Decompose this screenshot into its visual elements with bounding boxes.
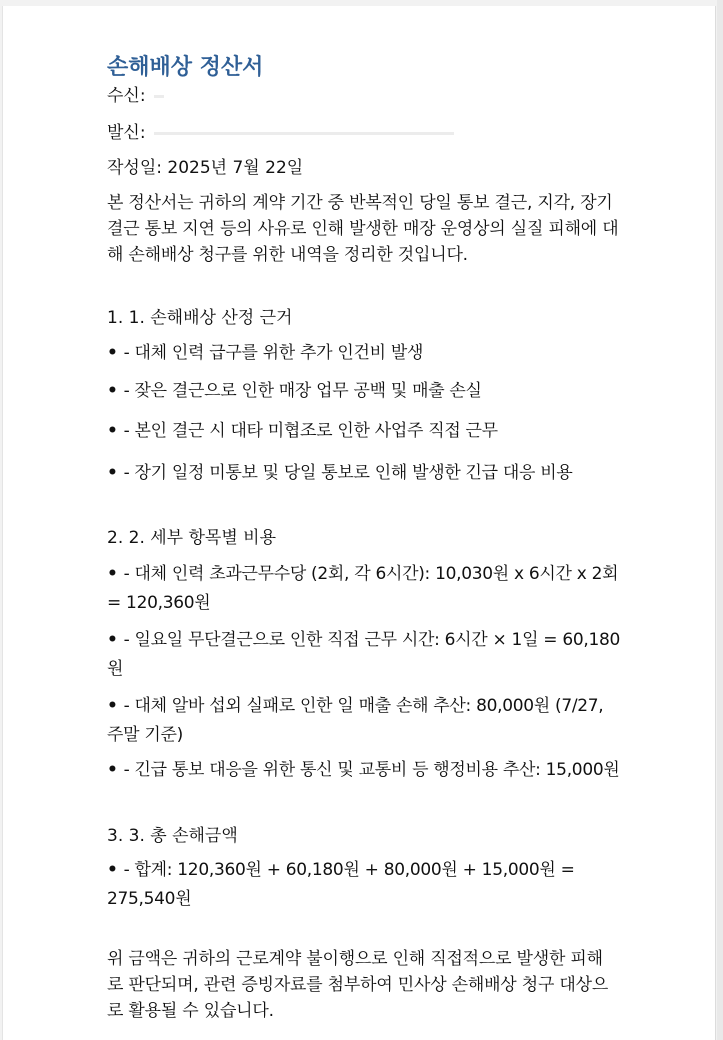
list-item: • - 장기 일정 미통보 및 당일 통보로 인해 발생한 긴급 대응 비용 <box>107 463 573 483</box>
scrollbar[interactable] <box>717 0 723 1040</box>
recipient-label: 수신: <box>107 86 146 106</box>
recipient-line <box>107 84 164 108</box>
redacted-recipient <box>154 95 164 98</box>
section-heading-basis: 1. 1. 손해배상 산정 근거 <box>107 308 293 328</box>
list-item: • - 대체 인력 급구를 위한 추가 인건비 발생 <box>107 343 424 363</box>
date-line: 작성일: 2025년 7월 22일 <box>107 158 304 178</box>
document-title: 손해배상 정산서 <box>107 55 264 80</box>
closing-paragraph: 위 금액은 귀하의 근로계약 불이행으로 인해 직접적으로 발생한 피해로 판단되며, 관련 증빙자료를 첨부하여 민사상 손해배상 청구 대상으로 활용될 수 있습니다. <box>107 949 609 1021</box>
sender-label: 발신: <box>107 123 146 143</box>
sender-line <box>107 121 454 145</box>
redacted-sender <box>154 132 454 135</box>
list-item: • - 본인 결근 시 대타 미협조로 인한 사업주 직접 근무 <box>107 421 498 441</box>
total-item: • - 합계: 120,360원 + 60,180원 + 80,000원 + 15,000원 = 275,540원 <box>107 860 575 909</box>
section-heading-total: 3. 3. 총 손해금액 <box>107 826 238 846</box>
section-heading-details: 2. 2. 세부 항목별 비용 <box>107 528 277 548</box>
document-page <box>2 6 716 1040</box>
list-item: • - 대체 알바 섭외 실패로 인한 일 매출 손해 추산: 80,000원 (7/27, 주말 기준) <box>107 696 604 745</box>
intro-paragraph: 본 정산서는 귀하의 계약 기간 중 반복적인 당일 통보 결근, 지각, 장기 결근 통보 지연 등의 사유로 인해 발생한 매장 운영상의 실질 피해에 대해 손해배상 청구를 위한 내역을 정리한 것입니다. <box>107 193 619 265</box>
list-item: • - 일요일 무단결근으로 인한 직접 근무 시간: 6시간 × 1일 = 60,180원 <box>107 630 621 679</box>
list-item: • - 긴급 통보 대응을 위한 통신 및 교통비 등 행정비용 추산: 15,000원 <box>107 760 620 780</box>
list-item: • - 잦은 결근으로 인한 매장 업무 공백 및 매출 손실 <box>107 381 482 401</box>
list-item: • - 대체 인력 초과근무수당 (2회, 각 6시간): 10,030원 x 6시간 x 2회 = 120,360원 <box>107 564 619 613</box>
